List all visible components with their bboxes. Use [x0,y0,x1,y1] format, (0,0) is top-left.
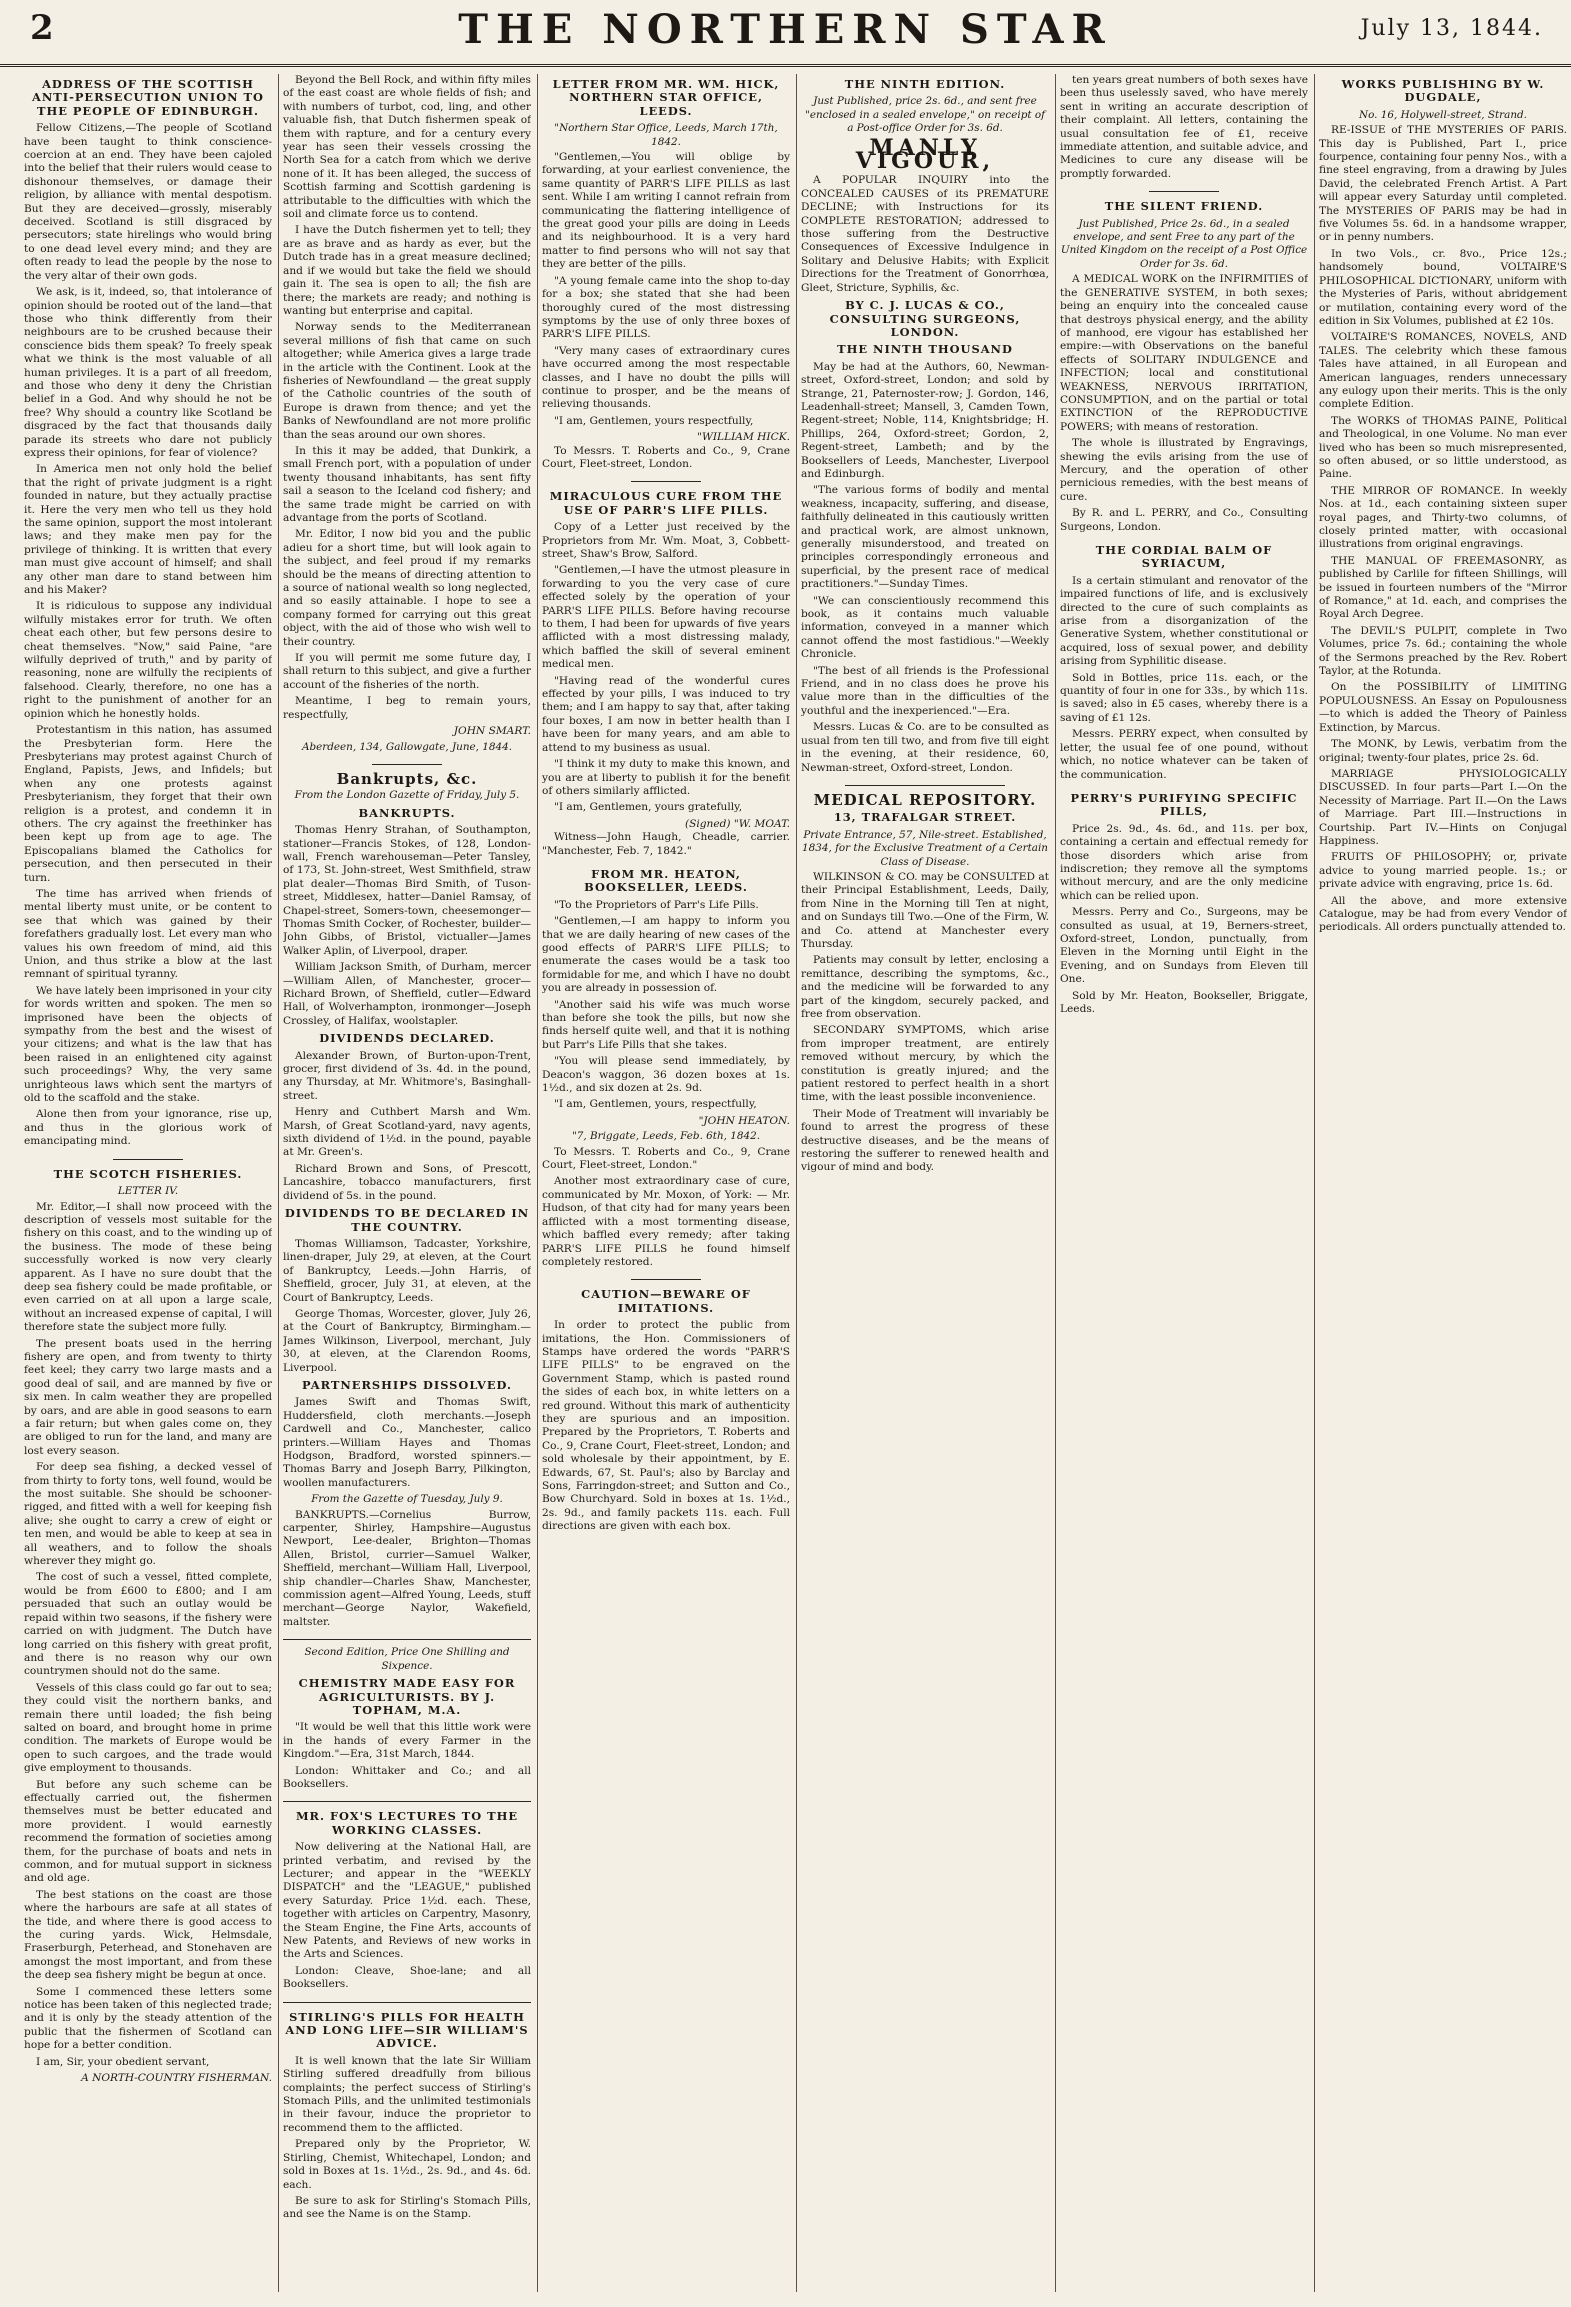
paragraph: "Gentlemen,—I have the utmost pleasure in forwarding to you the very case of cure effected solely by the operation of your PARR'S LIFE PILLS. Before having recourse to them, I had been for upwards of five years afflicted with a most distressing malady, which baffled the skill of several eminent medical men. [542,564,790,671]
paragraph: London: Cleave, Shoe-lane; and all Booksellers. [283,1964,531,1991]
paragraph: "To the Proprietors of Parr's Life Pills. [554,898,759,911]
paragraph: Now delivering at the National Hall, are printed verbatim, and revised by the Lecturer; and appear in the "WEEKLY DISPATCH" and the "LEAGUE," published every Saturday. Price 1½d. each. These, together with articles on Carpentry, Masonry, the Steam Engine, the Fine Arts, accounts of New Patents, and Reviews of new works in the Arts and Sciences. [283,1841,531,1961]
paragraph: "I am, Gentlemen, yours gratefully, [554,801,743,814]
paragraph: THE MANUAL OF FREEMASONRY, as published by Carlile for fifteen Shillings, will be issued in fourteen numbers of the "Mirror of Romance," at 1d. each, and comprises the Royal Arch Degree. [1319,554,1567,621]
advert-title: THE CORDIAL BALM OF SYRIACUM, [1095,543,1273,571]
paragraph: George Thomas, Worcester, glover, July 26, at the Court of Bankruptcy, Birmingham.—James Wilkinson, Liverpool, merchant, July 30, at eleven, at the Clarendon Rooms, Liverpool. [283,1307,531,1374]
article-heading: ADDRESS OF THE SCOTTISH ANTI-PERSECUTION UNION TO THE PEOPLE OF EDINBURGH. [32,77,264,118]
paragraph: The best stations on the coast are those where the harbours are safe at all states of the tide, and where there is good access to the curing yards. Wick, Helmsdale, Fraserburgh, Peterhead, and Stonehaven are amongst the most important, and from these the deep sea fishery might be begun at once. [24,1888,272,1982]
divider [1149,191,1219,192]
paragraph: Alexander Brown, of Burton-upon-Trent, grocer, first dividend of 3s. 4d. in the pound, any Thursday, at Mr. Whitmore's, Basinghall-street. [283,1049,531,1102]
paragraph: BANKRUPTS.—Cornelius Burrow, carpenter, Shirley, Hampshire—Augustus Newport, Lee-dealer, Brighton—Thomas Allen, Bristol, currier—Samuel Walker, Sheffield, merchant—William Hall, Liverpool, ship chandler—Charles Shaw, Manchester, commission agent—Alfred Young, Leeds, stuff merchant—George Naylor, Wakefield, maltster. [283,1508,531,1628]
article-body [542,564,790,814]
paragraph: WILKINSON & CO. may be CONSULTED at their Principal Establishment, Leeds, Daily, from Nine in the Morning till Ten at night, and on Sundays till Two.—One of the Firm, W. and Co. attend at Manchester every Thursday. [801,870,1049,950]
paragraph: A MEDICAL WORK on the INFIRMITIES of the GENERATIVE SYSTEM, in both sexes; being an enquiry into the concealed cause that destroys physical energy, and the ability of manhood, ere vigour has established her empire:—with Observations on the baneful effects of SOLITARY INDULGENCE and INFECTION; local and constitutional WEAKNESS, NERVOUS IRRITATION, CONSUMPTION, and on the partial or total EXTINCTION of the REPRODUCTIVE POWERS; with means of restoration. [1060,273,1308,433]
paragraph: Mr. Editor, I now bid you and the public adieu for a short time, but will look again to the subject, and feel proud if my remarks should be the means of directing attention to a source of national wealth so long neglected, and so easily attainable. I hope to see a company formed for carrying out this great object, with the aid of those who wish well to their country. [283,528,531,648]
paragraph: But before any such scheme can be effectually carried out, the fishermen themselves must be better educated and more provident. I would earnestly recommend the formation of societies among them, for the purchase of boats and nets in common, and for mutual support in sickness and old age. [24,1778,272,1885]
article-dateline: "Northern Star Office, Leeds, March 17th, 1842. [554,122,778,148]
paragraph: THE MIRROR OF ROMANCE. In weekly Nos. at 1d., each containing sixteen super royal pages, and Thirty-two columns, of closely printed matter, with occasional illustrations from original engravings. [1319,484,1567,551]
letter-recipient: To Messrs. T. Roberts and Co., 9, Crane Court, Fleet-street, London." [542,1145,790,1172]
paragraph: "I am, Gentlemen, yours, respectfully, [554,1098,757,1111]
paragraph: SECONDARY SYMPTOMS, which arise from improper treatment, are entirely removed without mercury, by which the constitution is greatly injured; and the patient restored to perfect health in a short time, with the least possible inconvenience. [801,1024,1049,1104]
advert-body [801,871,1049,1175]
paragraph: MARRIAGE PHYSIOLOGICALLY DISCUSSED. In four parts—Part I.—On the Necessity of Marriage. Part II.—On the Laws of Marriage. Part III.—Instructions in Courtship. Part IV.—Hints on Conjugal Happiness. [1319,767,1567,847]
paragraph: "Gentlemen,—I am happy to inform you that we are daily hearing of new cases of the good effects of PARR'S LIFE PILLS; to enumerate the cases would be a task too formidable for me, and which I have no doubt you are already in possession of. [542,915,790,995]
paragraph: Protestantism in this nation, has assumed the Presbyterian form. Here the Presbyterians may protest against Church of England, Papists, Jews, and Infidels; but when any one protests against Presbyterianism, they forget that their own religion is a protest, and condemn it in others. The cry against the freethinker has been kept up from age to age. The Episcopalians blamed the Catholics for persecution, and then persecuted in their turn. [24,724,272,884]
article-body [24,122,272,1148]
paragraph: Prepared only by the Proprietor, W. Stirling, Chemist, Whitechapel, London; and sold in Boxes at 1s. 1½d., 2s. 9d., and 4s. 6d. each. [283,2138,531,2191]
paragraph: If you will permit me some future day, I shall return to this subject, and give a further account of the fisheries of the north. [283,652,531,691]
section-body [283,1509,531,1630]
paragraph: "Another said his wife was much worse than before she took the pills, but now she finds herself quite well, and that it is nothing but Parr's Life Pills that she takes. [542,998,790,1051]
advert-chemistry-book [283,1639,531,1791]
divider [631,1279,701,1280]
paragraph: It is ridiculous to suppose any individual wilfully mistakes error for truth. We often cheat each other, but few persons desire to cheat themselves. "Now," said Paine, "are wilfully deprived of truth," and by parity of reasoning, none are wilfully the recipients of falsehood. Clearly, therefore, no one has a right to the punishment of another for an opinion which he honestly holds. [24,600,272,720]
article-heading: CAUTION—BEWARE OF IMITATIONS. [581,1287,751,1315]
advert-edition: THE NINTH EDITION. [844,77,1006,91]
divider [113,1159,183,1160]
advert-intro: Just Published, price 2s. 6d., and sent free "enclosed in a sealed envelope," on receipt of a Post-office Order for 3s. 6d. [805,95,1045,135]
column-6 [1319,74,1567,2292]
paragraph: "Gentlemen,—You will oblige by forwarding, at your earliest convenience, the same quantity of PARR'S LIFE PILLS as last sent. While I am writing I cannot refrain from communicating the flattering intelligence of the great good your pills are doing in Leeds and its neighbourhood. It is a very hard matter to find persons who will not say that they are better of the pills. [542,151,790,271]
advert-title: MR. FOX'S LECTURES TO THE WORKING CLASSES. [295,1809,519,1837]
paragraph: VOLTAIRE'S ROMANCES, NOVELS, AND TALES. The celebrity which these famous Tales have attained, in all European and American languages, renders unnecessary any eulogy upon their merits. This is the only complete Edition. [1319,331,1567,411]
advert-dugdale-works [1319,78,1567,935]
paragraph: We have lately been imprisoned in your city for words written and spoken. The men so imprisoned have been the objects of sympathy from the best and the wisest of your citizens; and what is the law that has been raised in an enlightened city against such proceedings? Why, the very same unrighteous laws which sent the martyrs of old to the scaffold and the stake. [24,984,272,1105]
advert-title: THE SILENT FRIEND. [1104,199,1264,214]
advert-address: No. 16, Holywell-street, Strand. [1359,108,1527,121]
paragraph: On the POSSIBILITY of LIMITING POPULOUSNESS. An Essay on Populousness—to which is added the Theory of Painless Extinction, by Marcus. [1319,681,1567,734]
article-caution [542,1288,790,1533]
section-source: From the Gazette of Tuesday, July 9. [311,1493,503,1506]
article-body [24,1201,272,2070]
paragraph: "Having read of the wonderful cures effected by your pills, I was induced to try them; and I am happy to say that, after taking four boxes, I am now in better health than I have been for many years, and am able to attend to my business as usual. [542,674,790,754]
paragraph: Alone then from your ignorance, rise up, and thus in the glorious work of emancipating mind. [24,1108,272,1148]
divider [631,481,701,482]
advert-fox-lectures [283,1801,531,1991]
paragraph: I am, Sir, your obedient servant, [36,2055,210,2068]
paragraph: The WORKS of THOMAS PAINE, Political and Theological, in one Volume. No man ever lived who has been so much misrepresented, so often abused, or so little understood, as Paine. [1319,414,1567,481]
advert-stirling-pills [283,2002,531,2222]
paragraph: The MONK, by Lewis, verbatim from the original; twenty-four plates, price 2s. 6d. [1319,738,1567,764]
article-signature: "JOHN HEATON. [698,1114,790,1127]
article-heading: MIRACULOUS CURE FROM THE USE OF PARR'S LIFE PILLS. [549,489,783,517]
article-heading: LETTER FROM MR. WM. HICK, NORTHERN STAR OFFICE, LEEDS. [552,77,780,118]
paragraph: Some I commenced these letters some notice has been taken of this neglected trade; and it is only by the steady attention of the public that the fishermen of Scotland can hope for a better condition. [24,1985,272,2052]
subsection-label: DIVIDENDS TO BE DECLARED IN THE COUNTRY. [284,1206,530,1234]
paragraph: We ask, is it, indeed, so, that intolerance of opinion should be rooted out of the land—that those who think differently from their neighbours are to be crushed because their conscience bids them speak? To freely speak what we think is the most valuable of all human privileges. It is a part of all freedom, and those who deny it deny the Christian belief in a God. And why should he not be free? Why should a country like Scotland be disgraced by the fact that thousands daily parade its streets who dare not publicly express their opinions, for fear of violence? [24,286,272,459]
paragraph: Beyond the Bell Rock, and within fifty miles of the east coast are whole fields of fish; and with numbers of turbot, cod, ling, and other valuable fish, that Dutch fishermen speak of them with rapture, and for a century every year has seen their vessels crossing the North Sea for a catch from which we derive none of it. It has been alleged, the success of Scottish farming and Scottish gardening is attributable to the difficulties with which the soil and climate force us to contend. [283,74,531,221]
paragraph: Messrs. PERRY expect, when consulted by letter, the usual fee of one pound, without which, no notice whatever can be taken of the communication. [1060,728,1308,781]
paragraph: "I think it my duty to make this known, and you are at liberty to publish it for the benefit of others similarly afflicted. [542,758,790,797]
paragraph: RE-ISSUE of THE MYSTERIES OF PARIS. This day is Published, Part I., price fourpence, containing four penny Nos., with a fine steel engraving, from a drawing by Jules David, the celebrated French Artist. A Part will appear every Saturday until completed. The MYSTERIES OF PARIS may be had in five Volumes 5s. 6d. in a handsome wrapper, or in penny numbers. [1319,124,1567,244]
article-heaton-letter [542,868,790,1269]
paragraph: The present boats used in the herring fishery are open, and from twenty to thirty feet keel; they carry two large masts and a good deal of sail, and are manned by five or six men. In calm weather they are propelled by oars, and are able in good seasons to earn a fair return; but when gales come on, they are obliged to run for the land, and many are lost every season. [24,1337,272,1457]
column-1 [24,74,272,2292]
paragraph: "It would be well that this little work were in the hands of every Farmer in the Kingdom."—Era, 31st March, 1844. [283,1721,531,1761]
newspaper-title: THE NORTHERN STAR [458,6,1113,53]
advert-body [283,1841,531,1991]
advert-thousand: THE NINTH THOUSAND [837,342,1013,357]
section-body [283,1396,531,1490]
article-subheading: LETTER IV. [117,1185,179,1198]
advert-title: STIRLING'S PILLS FOR HEALTH AND LONG LIFE—SIR WILLIAM'S ADVICE. [285,2009,529,2051]
column-4 [801,74,1049,2292]
column-rule [537,74,538,2292]
paragraph: Norway sends to the Mediterranean several millions of fish that came on such altogether; while America gives a large trade in the article with the Continent. Look at the fisheries of Newfoundland — the great supply of the Catholic countries of the south of Europe is drawn from thence; and yet the Banks of Newfoundland are not more prolific than the seas around our own shores. [283,321,531,441]
article-fisheries-continued [283,74,531,754]
paragraph: It is well known that the late Sir William Stirling suffered dreadfully from bilious complaints; the perfect success of Stirling's Stomach Pills, and the unlimited testimonials in their favour, induce the proprietor to recommend them to the afflicted. [283,2054,531,2134]
article-dateline: Aberdeen, 134, Gallowgate, June, 1844. [301,740,513,753]
advert-medical-continued [1060,74,1308,181]
advert-authors: BY C. J. LUCAS & CO., CONSULTING SURGEONS, LONDON. [829,298,1021,339]
article-anti-persecution-address [24,78,272,1149]
paragraph: Thomas Williamson, Tadcaster, Yorkshire, linen-draper, July 29, at eleven, at the Court of Bankruptcy, Leeds.—John Harris, of Sheffield, grocer, July 31, at eleven, at the Court of Bankruptcy, Leeds. [283,1237,531,1304]
paragraph: Fellow Citizens,—The people of Scotland have been taught to think conscience-coercion at an end. They have been cajoled into the belief that their rulers would cease to dishonour themselves, or damage their religion, by alliance with mental despotism. But they are deceived—grossly, miserably deceived. Scotland is still disgraced by persecutors; state hirelings who would bring to one dead level every mind; and they are often ready to lead the people by the nose to the very altar of their own gods. [24,122,272,282]
advert-body: ten years great numbers of both sexes have been thus uselessly saved, who have merely sent in writing an accurate description of their complaint. All letters, containing the usual consultation fee of £1, receive immediate attention, and suitable advice, and Medicines to cure any disease will be promptly forwarded. [1060,74,1308,180]
advert-medical-repository [801,790,1049,1175]
paragraph: I have the Dutch fishermen yet to tell; they are as brave and as hardy as ever, but the Dutch trade has in a great measure declined; and if we would but take the field we should gain it. The sea is open to all; the fish are there; the markets are ready; and nothing is wanting but enterprise and capital. [283,224,531,317]
advert-body [1060,273,1308,534]
article-body [542,151,790,428]
subsection-label: DIVIDENDS DECLARED. [319,1031,495,1046]
column-5 [1060,74,1308,2292]
article-heading: THE SCOTCH FISHERIES. [53,1166,243,1181]
section-body [283,1050,531,1203]
paragraph: Messrs. Perry and Co., Surgeons, may be consulted as usual, at 19, Berners-street, Oxford-street, London, punctually, from Eleven in the Morning until Eight in the Evening, and on Sundays from Eleven till One. [1060,906,1308,986]
section-bankrupts [283,769,531,1629]
paragraph: Thomas Henry Strahan, of Southampton, stationer—Francis Stokes, of 128, London-wall, French warehouseman—Peter Tansley, of 173, St. John-street, West Smithfield, straw plat dealer—Thomas Bird Smith, of Tuson-street, Middlesex, hatter—Daniel Ramsay, of Chapel-street, Somers-town, cheesemonger—Thomas Smith Cocker, of Rochester, builder—John Gibbs, of Bristol, victualler—James Walker Aplin, of Liverpool, draper. [283,824,531,957]
advert-manly-vigour [801,78,1049,775]
letter-recipient: To Messrs. T. Roberts and Co., 9, Crane Court, Fleet-street, London. [542,444,790,470]
paragraph: The whole is illustrated by Engravings, shewing the evils arising from the use of Mercury, and the operation of other pernicious remedies, with the best means of cure. [1060,437,1308,503]
paragraph: In America men not only hold the belief that the right of private judgment is a right founded in nature, but they actually practise it. Here the very men who tell us they hold the same opinion, support the most intolerant laws; and they make men pay for the privilege of thinking. It is written that every man must give account of himself; and shall any other man dare to stand between him and his Maker? [24,463,272,597]
article-intro: Copy of a Letter just received by the Proprietors from Mr. Wm. Moat, 3, Cobbett-street, Shaw's Brow, Salford. [542,521,790,560]
column-rule [1314,74,1315,2292]
article-signature: JOHN SMART. [453,725,531,738]
page-number: 2 [30,8,54,48]
paragraph: Sold by Mr. Heaton, Bookseller, Briggate, Leeds. [1060,989,1308,1015]
paragraph: Patients may consult by letter, enclosing a remittance, describing the symptoms, &c., and the medicine will be forwarded to any part of the kingdom, securely packed, and free from observation. [801,954,1049,1020]
issue-date: July 13, 1844. [1360,16,1543,41]
column-2 [283,74,531,2292]
advert-address: 13, TRAFALGAR STREET. [833,810,1017,825]
advert-body [1060,823,1308,1017]
paragraph: "Very many cases of extraordinary cures have occurred among the most respectable classes, and I have no doubt the pills will continue to prosper, and be the means of relieving thousands. [542,344,790,411]
paragraph: London: Whittaker and Co.; and all Booksellers. [283,1764,531,1790]
article-signature: A NORTH-COUNTRY FISHERMAN. [81,2072,272,2085]
divider [845,785,1005,786]
advert-cordial-balm [1060,544,1308,782]
paragraph: "You will please send immediately, by Deacon's waggon, 36 dozen boxes at 1s. 1½d., and six dozen at 2s. 9d. [542,1055,790,1095]
article-miraculous-cure [542,490,790,858]
subsection-label: BANKRUPTS. [358,805,456,820]
paragraph: In this it may be added, that Dunkirk, a small French port, with a population of under twenty thousand inhabitants, has sent fifty sail a season to the Iceland cod fishery; and the same trade might be carried on with advantage from the ports of Scotland. [283,444,531,524]
paragraph: "We can conscientiously recommend this book, as it contains much valuable information, conveyed in a manner which cannot offend the most fastidious."—Weekly Chronicle. [801,594,1049,661]
advert-intro: Just Published, Price 2s. 6d., in a sealed envelope, and sent Free to any part of the United Kingdom on the receipt of a Post Office Order for 3s. 6d. [1060,217,1308,270]
subsection-label: PARTNERSHIPS DISSOLVED. [302,1377,512,1392]
advert-title: PERRY'S PURIFYING SPECIFIC PILLS, [1070,790,1298,819]
advert-title: MEDICAL REPOSITORY. [813,790,1037,809]
section-heading: Bankrupts, &c. [336,769,478,788]
paragraph: William Jackson Smith, of Durham, mercer—William Allen, of Manchester, grocer—Richard Brown, of Sheffield, cutler—Edward Hall, of Wolverhampton, ironmonger—Joseph Crossley, of Halifax, woolstapler. [283,961,531,1027]
paragraph: "The best of all friends is the Professional Friend, and in no class does he prove his value more than in the difficulties of the youthful and the inexperienced."—Era. [801,664,1049,717]
advert-subtitle: A POPULAR INQUIRY into the CONCEALED CAUSES of its PREMATURE DECLINE; with Instructions for its COMPLETE RESTORATION; addressed to those suffering from the Destructive Consequences of Excessive Indulgence in Solitary and Delusive Habits; with Explicit Directions for the Treatment of Gonorrhœa, Gleet, Stricture, Syphilis, &c. [801,174,1049,294]
advert-silent-friend [1060,200,1308,534]
paragraph: Mr. Editor,—I shall now proceed with the description of vessels most suitable for the fishery on this coast, and to the winding up of the business. The mode of these being successfully worked is now very clearly apparent. As I have no sure doubt that the deep sea fishery could be made profitable, or even carried on at all upon a large scale, without an increased expense of capital, I will therefore state the subject more fully. [24,1200,272,1334]
advert-body [1319,124,1567,935]
column-rule [1055,74,1056,2292]
paragraph: Vessels of this class could go far out to sea; they could visit the northern banks, and remain there until loaded; the fish being salted on board, and brought home in prime condition. The markets of Europe would be open to such cargoes, and the trade would give employment to thousands. [24,1681,272,1775]
paragraph: FRUITS OF PHILOSOPHY; or, private advice to young married people. 1s.; or private advice with engraving, price 1s. 6d. [1319,851,1567,891]
advert-title: WORKS PUBLISHING BY W. DUGDALE, [1341,77,1545,105]
paragraph: Henry and Cuthbert Marsh and Wm. Marsh, of Great Scotland-yard, navy agents, sixth dividend of 1½d. in the pound, payable at Mr. Green's. [283,1106,531,1159]
witness-line: Witness—John Haugh, Cheadle, carrier. "Manchester, Feb. 7, 1842." [542,831,790,857]
paragraph: The DEVIL'S PULPIT, complete in Two Volumes, price 7s. 6d.; containing the whole of the Sermons preached by the Rev. Robert Taylor, at the Rotunda. [1319,624,1567,678]
paragraph: Meantime, I beg to remain yours, respectfully, [283,695,531,721]
article-heading: FROM MR. HEATON, BOOKSELLER, LEEDS. [584,866,748,895]
article-dateline: "7, Briggate, Leeds, Feb. 6th, 1842. [571,1130,760,1143]
section-body [283,1238,531,1375]
advert-body [801,361,1049,775]
paragraph: Is a certain stimulant and renovator of the impaired functions of life, and is exclusively directed to the cure of such complaints as arise from a disorganization of the Generative System, whether constitutional or acquired, loss of sexual power, and debility arising from Syphilitic disease. [1060,574,1308,668]
paragraph: "A young female came into the shop to-day for a box; she stated that she had been thoroughly cured of the most distressing symptoms by the use of only three boxes of PARR'S LIFE PILLS. [542,274,790,341]
paragraph: Their Mode of Treatment will invariably be found to arrest the progress of these destructive diseases, and be the means of restoring the sufferer to renewed health and vigour of mind and body. [801,1107,1049,1174]
paragraph: Richard Brown and Sons, of Prescott, Lancashire, tobacco manufacturers, first dividend of 5s. in the pound. [283,1162,531,1202]
advert-edition: Second Edition, Price One Shilling and Sixpence. [304,1646,510,1672]
column-3 [542,74,790,2292]
paragraph: May be had at the Authors, 60, Newman-street, Oxford-street, London; and sold by Strange, 21, Paternoster-row; J. Gordon, 146, Leadenhall-street; Mansell, 3, Camden Town, Regent-street; Noble, 114, Knightsbridge; H. Phillips, 264, Oxford-street; Gordon, 2, Regent-street, Lambeth; and by the Booksellers of Leeds, Manchester, Liverpool and Edinburgh. [801,360,1049,480]
masthead [0,0,1571,67]
column-rule [278,74,279,2292]
advert-body [283,2055,531,2222]
paragraph: Be sure to ask for Stirling's Stomach Pills, and see the Name is on the Stamp. [283,2194,531,2221]
paragraph: Sold in Bottles, price 11s. each, or the quantity of four in one for 33s., by which 11s. is saved; also in £5 cases, whereby there is a saving of £1 12s. [1060,671,1308,724]
section-body [283,824,531,1028]
article-body: In order to protect the public from imitations, the Hon. Commissioners of Stamps have ordered the words "PARR'S LIFE PILLS" to be engraved on the Government Stamp, which is pasted round the sides of each box, in white letters on a red ground. Without this mark of authenticity they are spurious and an imposition. Prepared by the Proprietors, T. Roberts and Co., 9, Crane Court, Fleet-street, London; and sold wholesale by their appointment, by E. Edwards, 67, St. Paul's; also by Barclay and Sons, Farringdon-street; and Sutton and Co., Bow Churchyard. Sold in boxes at 1s. 1½d., 2s. 9d., and family packets 11s. each. Full directions are given with each box. [542,1319,790,1533]
paragraph: All the above, and more extensive Catalogue, may be had from every Vendor of periodicals. All orders punctually attended to. [1319,894,1567,934]
paragraph: By R. and L. PERRY, and Co., Consulting Surgeons, London. [1060,507,1308,533]
advert-title: CHEMISTRY MADE EASY FOR AGRICULTURISTS. BY J. TOPHAM, M.A. [298,1676,516,1717]
advert-body [1060,575,1308,782]
section-source: From the London Gazette of Friday, July 5. [294,789,520,802]
article-scotch-fisheries [24,1168,272,2086]
column-rule [796,74,797,2292]
advert-subtitle: Private Entrance, 57, Nile-street. Established, 1834, for the Exclusive Treatment of a Certain Class of Disease. [802,828,1048,868]
paragraph: "The various forms of bodily and mental weakness, incapacity, suffering, and disease, faithfully delineated in this cautiously written and practical work, are almost unknown, generally misunderstood, and treated on principles correspondingly erroneous and superficial, by the present race of medical practitioners."—Sunday Times. [801,484,1049,591]
article-body [542,899,790,1112]
paragraph: James Swift and Thomas Swift, Huddersfield, cloth merchants.—Joseph Cardwell and Co., Manchester, calico printers.—William Hayes and Thomas Hodgson, Bradford, worsted spinners.—Thomas Barry and Joseph Barry, Pilkington, woollen manufacturers. [283,1396,531,1489]
paragraph: The cost of such a vessel, fitted complete, would be from £600 to £800; and I am persuaded that such an outlay would be repaid within two seasons, if the fishery were carried on with judgment. The Dutch have long carried on this fishery with great profit, and there is no reason why our own countrymen should not do the same. [24,1571,272,1678]
article-signature: (Signed) "W. MOAT. [684,817,790,830]
article-extra: Another most extraordinary case of cure, communicated by Mr. Moxon, of York: — Mr. Hudson, of that city had for many years been afflicted with a most tormenting disease, which baffled every remedy; after taking PARR'S LIFE PILLS he found himself completely restored. [542,1175,790,1268]
divider [372,764,442,765]
article-hick-letter [542,78,790,471]
paragraph: The time has arrived when friends of mental liberty must unite, or be content to see that which was gained by their forefathers gradually lost. Let every man who values his own freedom of mind, aid this Union, and thus strike a blow at the last remnant of spiritual tyranny. [24,887,272,981]
paragraph: Price 2s. 9d., 4s. 6d., and 11s. per box, containing a certain and effectual remedy for those disorders which arise from indiscretion; they remove all the symptoms without mercury, and are the only medicine which can be relied upon. [1060,822,1308,902]
paragraph: In two Vols., cr. 8vo., Price 12s.; handsomely bound, VOLTAIRE'S PHILOSOPHICAL DICTIONARY, uniform with the Mysteries of Paris, without abridgement or mutilation, containing every word of the edition in Six Volumes, published at £2 10s. [1319,247,1567,327]
article-signature: "WILLIAM HICK. [697,431,790,444]
advert-body [283,1721,531,1791]
advert-purifying-pills [1060,792,1308,1017]
paragraph: For deep sea fishing, a decked vessel of from thirty to forty tons, well found, would be the most suitable. She should be schooner-rigged, and fitted with a well for keeping fish alive; she ought to carry a crew of eight or ten men, and would be able to keep at sea in all weathers, and to follow the shoals wherever they might go. [24,1461,272,1568]
article-body [283,74,531,722]
advert-title: MANLY VIGOUR, [855,134,995,175]
paragraph: Messrs. Lucas & Co. are to be consulted as usual from ten till two, and from five till eight in the evening, at their residence, 60, Newman-street, Oxford-street, London. [801,721,1049,774]
paragraph: "I am, Gentlemen, yours respectfully, [554,414,754,427]
